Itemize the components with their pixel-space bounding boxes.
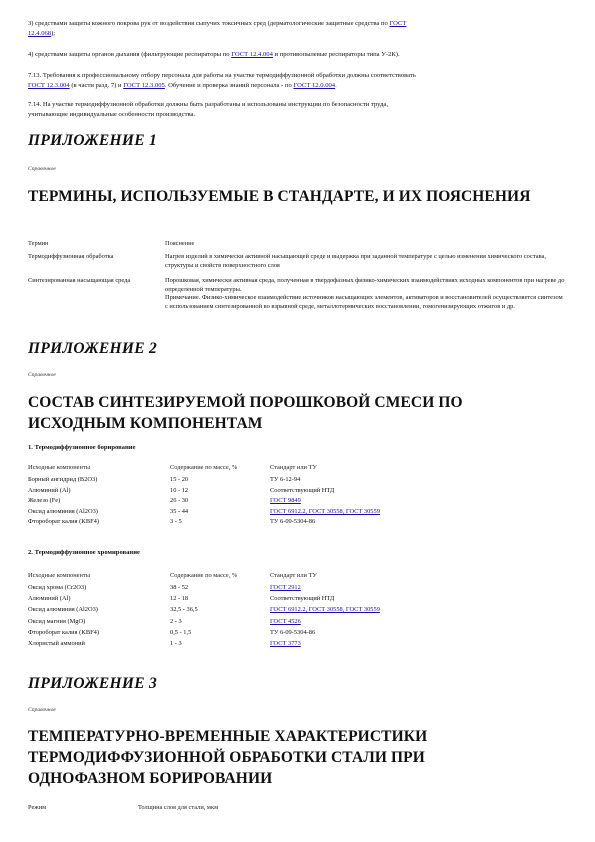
gost-link[interactable]: ГОСТ 12.3.004 — [28, 82, 70, 89]
content-cell: 35 - 44 — [170, 507, 189, 515]
column-header-component: Исходные компоненты — [28, 572, 91, 579]
standard-cell: ТУ 6-09-5304-86 — [270, 518, 316, 526]
component-cell: Оксид алюминия (Al2O3) — [28, 606, 98, 614]
column-header-explanation: Пояснение — [165, 240, 195, 247]
content-cell: 3 - 5 — [170, 518, 182, 526]
column-header-standard: Стандарт или ТУ — [270, 572, 317, 579]
standard-cell: ТУ 6-09-5304-86 — [270, 628, 316, 636]
content-cell: 32,5 - 36,5 — [170, 606, 198, 614]
component-cell: Оксид алюминия (Al2O3) — [28, 507, 98, 515]
column-header-thickness: Толщина слоя для стали, мкм — [138, 804, 219, 811]
standard-link[interactable]: ГОСТ 3773 — [270, 640, 301, 647]
component-cell: Алюминий (Аl) — [28, 486, 71, 494]
section-heading-chroming: 2. Термодиффузионное хромирование — [28, 549, 140, 556]
reference-label: Справочное — [28, 166, 56, 172]
content-cell: 38 - 52 — [170, 584, 189, 591]
content-cell: 15 - 20 — [170, 476, 189, 483]
component-cell: Железо (Fe) — [28, 497, 61, 505]
term-cell: Термодиффузионная обработка — [28, 253, 114, 260]
appendix-3-heading: ПРИЛОЖЕНИЕ 3 — [28, 675, 158, 692]
term-cell: Синтезированная насыщающая среда — [28, 277, 131, 284]
gost-link[interactable]: ГОСТ 12.3.005 — [123, 82, 165, 89]
explanation-cell: Порошковая, химически активная среда, полученная в твердофазных физико-химических взаимодействиях исходных компонентов при нагреве до определенной температуры. — [165, 277, 565, 293]
standard-link[interactable]: ГОСТ 6912.2, ГОСТ 30558, ГОСТ 30559 — [270, 606, 380, 614]
standard-cell: Соответствующий НТД — [270, 595, 335, 603]
component-cell: Борный ангидрид (В2О3) — [28, 476, 98, 483]
paragraph-7-14: 7.14. На участке термодиффузионной обработки должны быть разработаны и использованы инструкции по безопасности труда, учитывающие индивидуальные особенности производства. — [28, 101, 388, 118]
component-cell: Хлористый аммоний — [28, 640, 85, 647]
appendix-1-title: ТЕРМИНЫ, ИСПОЛЬЗУЕМЫЕ В СТАНДАРТЕ, И ИХ ПОЯСНЕНИЯ — [28, 188, 531, 205]
component-cell: Алюминий (Аl) — [28, 595, 71, 603]
component-cell: Оксид магния (MgO) — [28, 617, 86, 625]
column-header-term: Термин — [28, 240, 49, 247]
content-cell: 0,5 - 1,5 — [170, 628, 192, 636]
reference-label: Справочное — [28, 372, 56, 378]
explanation-cell: Нагрев изделий в химически активной насыщающей среде и выдержка при заданной температуре с целью изменения химического состава, структуры и свойств поверхностного слоя — [165, 253, 546, 269]
appendix-2-heading: ПРИЛОЖЕНИЕ 2 — [28, 340, 158, 357]
gost-link[interactable]: 12.4.068 — [28, 30, 52, 37]
standard-link[interactable]: ГОСТ 2912 — [270, 584, 301, 591]
content-cell: 10 - 12 — [170, 486, 189, 494]
gost-link[interactable]: ГОСТ — [389, 20, 407, 27]
appendix-2-title: СОСТАВ СИНТЕЗИРУЕМОЙ ПОРОШКОВОЙ СМЕСИ ПО ИСХОДНЫМ КОМПОНЕНТАМ — [28, 394, 463, 432]
content-cell: 26 - 30 — [170, 497, 189, 505]
standard-link[interactable]: ГОСТ 6912.2, ГОСТ 30558, ГОСТ 30559 — [270, 507, 380, 515]
note-cell: Примечание. Физико-химическое взаимодействие источников насыщающих элементов, активаторов и восстановителей осуществляется синтезом с использованием синтезированной во взрывной среде, металлотермических восстановлении, гомогенизирующих отжигов и др. — [165, 294, 563, 310]
standard-link[interactable]: ГОСТ 9849 — [270, 497, 301, 505]
reference-label: Справочное — [28, 707, 56, 713]
appendix-1-heading: ПРИЛОЖЕНИЕ 1 — [28, 132, 158, 149]
paragraph-item-4: 4) средствами защиты органов дыхания (фильтрующие респираторы по ГОСТ 12.4.004 и противопылевые респираторы типа У-2К). — [28, 51, 400, 58]
section-heading-boriding: 1. Термодиффузионное борирование — [28, 444, 136, 451]
content-cell: 12 - 18 — [170, 595, 189, 603]
column-header-content: Содержание по массе, % — [170, 572, 238, 579]
component-cell: Фтороборат калия (KBF4) — [28, 628, 99, 636]
column-header-standard: Стандарт или ТУ — [270, 464, 317, 471]
column-header-mode: Режим — [28, 804, 47, 811]
content-cell: 2 - 3 — [170, 617, 182, 625]
component-cell: Фтороборат калия (KBF4) — [28, 518, 99, 526]
column-header-component: Исходные компоненты — [28, 464, 91, 471]
appendix-3-title: ТЕМПЕРАТУРНО-ВРЕМЕННЫЕ ХАРАКТЕРИСТИКИ ТЕРМОДИФФУЗИОННОЙ ОБРАБОТКИ СТАЛИ ПРИ ОДНОФАЗНОМ БОРИРОВАНИИ — [28, 728, 428, 787]
paragraph-item-3: 3) средствами защиты кожного покрова рук от воздействия сыпучих токсичных сред (дерматологические защитные средства по ГОСТ 12.4.068); — [28, 20, 407, 37]
gost-link[interactable]: ГОСТ 12.0.004 — [293, 82, 336, 89]
standard-cell: ТУ 6-12-94 — [270, 476, 301, 483]
column-header-content: Содержание по массе, % — [170, 464, 238, 471]
standard-cell: Соответствующий НТД — [270, 486, 335, 494]
standard-link[interactable]: ГОСТ 4526 — [270, 617, 301, 625]
component-cell: Оксид хрома (Cr2O3) — [28, 584, 87, 591]
gost-link[interactable]: ГОСТ 12.4.004 — [231, 51, 273, 58]
content-cell: 1 - 3 — [170, 640, 182, 647]
paragraph-7-13: 7.13. Требования к профессиональному отбору персонала для работы на участке термодиффузионной обработки должны соответствовать ГОСТ 12.3.004 (в части разд. 7) и ГОСТ 12.3.005. Обучение и проверка знаний персонала - по ГОСТ 12.0.004. — [28, 72, 416, 89]
